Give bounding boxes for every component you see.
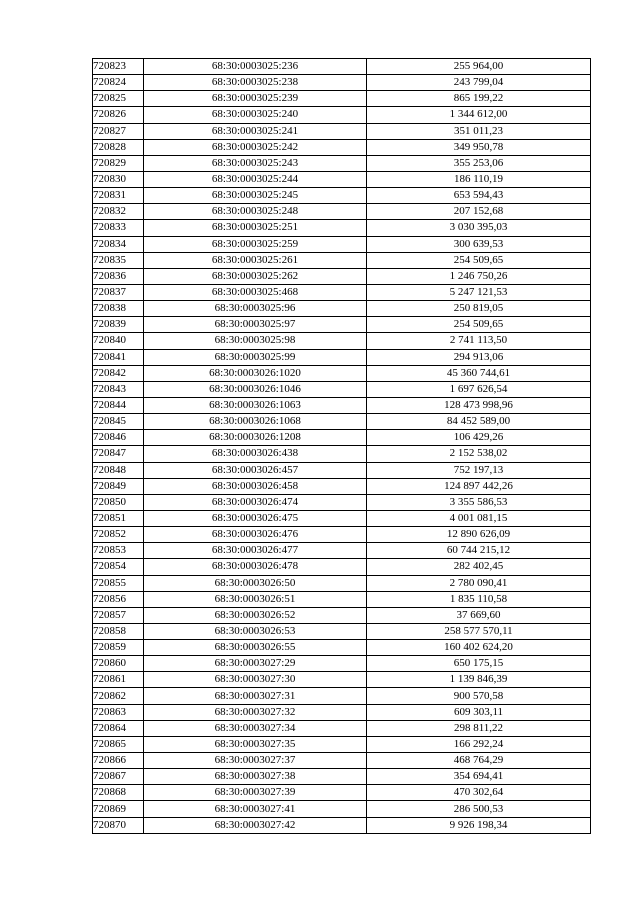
table-row <box>93 171 591 187</box>
cadastral-value-cell: 2 741 113,50 <box>367 333 591 349</box>
cadastral-number-cell: 68:30:0003026:53 <box>144 623 367 639</box>
cadastral-value-cell: 1 697 626,54 <box>367 381 591 397</box>
row-id-cell: 720853 <box>93 543 144 559</box>
cadastral-value-cell: 258 577 570,11 <box>367 623 591 639</box>
cadastral-value-cell: 124 897 442,26 <box>367 478 591 494</box>
cadastral-number-cell: 68:30:0003026:1020 <box>144 365 367 381</box>
cadastral-number-cell: 68:30:0003025:240 <box>144 107 367 123</box>
table-row <box>93 107 591 123</box>
cadastral-number-cell: 68:30:0003025:468 <box>144 284 367 300</box>
cadastral-value-cell: 1 139 846,39 <box>367 672 591 688</box>
row-id-cell: 720828 <box>93 139 144 155</box>
table-row <box>93 494 591 510</box>
cadastral-value-cell: 2 780 090,41 <box>367 575 591 591</box>
cadastral-value-cell: 286 500,53 <box>367 801 591 817</box>
row-id-cell: 720837 <box>93 284 144 300</box>
cadastral-value-cell: 250 819,05 <box>367 301 591 317</box>
row-id-cell: 720833 <box>93 220 144 236</box>
row-id-cell: 720834 <box>93 236 144 252</box>
row-id-cell: 720860 <box>93 656 144 672</box>
cadastral-number-cell: 68:30:0003026:1063 <box>144 397 367 413</box>
cadastral-number-cell: 68:30:0003025:96 <box>144 301 367 317</box>
row-id-cell: 720829 <box>93 155 144 171</box>
cadastral-number-cell: 68:30:0003026:458 <box>144 478 367 494</box>
table-row <box>93 204 591 220</box>
cadastral-value-table <box>92 58 591 834</box>
cadastral-number-cell: 68:30:0003026:478 <box>144 559 367 575</box>
table-row <box>93 333 591 349</box>
row-id-cell: 720863 <box>93 704 144 720</box>
cadastral-value-cell: 355 253,06 <box>367 155 591 171</box>
cadastral-number-cell: 68:30:0003027:32 <box>144 704 367 720</box>
row-id-cell: 720869 <box>93 801 144 817</box>
row-id-cell: 720861 <box>93 672 144 688</box>
row-id-cell: 720836 <box>93 268 144 284</box>
cadastral-value-cell: 166 292,24 <box>367 736 591 752</box>
row-id-cell: 720868 <box>93 785 144 801</box>
cadastral-value-cell: 128 473 998,96 <box>367 397 591 413</box>
table-row <box>93 785 591 801</box>
row-id-cell: 720858 <box>93 623 144 639</box>
table-row <box>93 220 591 236</box>
cadastral-number-cell: 68:30:0003025:248 <box>144 204 367 220</box>
table-row <box>93 365 591 381</box>
row-id-cell: 720842 <box>93 365 144 381</box>
cadastral-number-cell: 68:30:0003025:243 <box>144 155 367 171</box>
cadastral-number-cell: 68:30:0003026:50 <box>144 575 367 591</box>
row-id-cell: 720825 <box>93 91 144 107</box>
cadastral-value-cell: 650 175,15 <box>367 656 591 672</box>
cadastral-number-cell: 68:30:0003025:98 <box>144 333 367 349</box>
cadastral-number-cell: 68:30:0003025:97 <box>144 317 367 333</box>
table-row <box>93 769 591 785</box>
table-row <box>93 414 591 430</box>
cadastral-value-cell: 3 355 586,53 <box>367 494 591 510</box>
cadastral-number-cell: 68:30:0003026:476 <box>144 527 367 543</box>
row-id-cell: 720847 <box>93 446 144 462</box>
cadastral-number-cell: 68:30:0003025:251 <box>144 220 367 236</box>
cadastral-value-cell: 468 764,29 <box>367 753 591 769</box>
cadastral-value-cell: 298 811,22 <box>367 720 591 736</box>
cadastral-number-cell: 68:30:0003025:236 <box>144 59 367 75</box>
table-row <box>93 430 591 446</box>
table-row <box>93 397 591 413</box>
cadastral-value-cell: 3 030 395,03 <box>367 220 591 236</box>
cadastral-number-cell: 68:30:0003026:438 <box>144 446 367 462</box>
cadastral-number-cell: 68:30:0003025:241 <box>144 123 367 139</box>
cadastral-number-cell: 68:30:0003027:38 <box>144 769 367 785</box>
cadastral-number-cell: 68:30:0003025:238 <box>144 75 367 91</box>
table-row <box>93 640 591 656</box>
table-row <box>93 623 591 639</box>
table-row <box>93 188 591 204</box>
row-id-cell: 720848 <box>93 462 144 478</box>
row-id-cell: 720864 <box>93 720 144 736</box>
cadastral-value-cell: 609 303,11 <box>367 704 591 720</box>
cadastral-value-cell: 653 594,43 <box>367 188 591 204</box>
cadastral-value-cell: 1 246 750,26 <box>367 268 591 284</box>
table-row <box>93 510 591 526</box>
row-id-cell: 720827 <box>93 123 144 139</box>
row-id-cell: 720843 <box>93 381 144 397</box>
table-row <box>93 591 591 607</box>
cadastral-number-cell: 68:30:0003025:261 <box>144 252 367 268</box>
cadastral-number-cell: 68:30:0003026:52 <box>144 607 367 623</box>
row-id-cell: 720831 <box>93 188 144 204</box>
cadastral-number-cell: 68:30:0003027:30 <box>144 672 367 688</box>
table-row <box>93 575 591 591</box>
table-row <box>93 91 591 107</box>
cadastral-value-cell: 2 152 538,02 <box>367 446 591 462</box>
cadastral-value-cell: 84 452 589,00 <box>367 414 591 430</box>
row-id-cell: 720866 <box>93 753 144 769</box>
cadastral-number-cell: 68:30:0003026:1068 <box>144 414 367 430</box>
cadastral-number-cell: 68:30:0003027:34 <box>144 720 367 736</box>
cadastral-number-cell: 68:30:0003025:245 <box>144 188 367 204</box>
row-id-cell: 720855 <box>93 575 144 591</box>
cadastral-number-cell: 68:30:0003026:475 <box>144 510 367 526</box>
table-row <box>93 139 591 155</box>
table-row <box>93 753 591 769</box>
table-row <box>93 381 591 397</box>
table-row <box>93 349 591 365</box>
table-row <box>93 155 591 171</box>
row-id-cell: 720870 <box>93 817 144 833</box>
cadastral-number-cell: 68:30:0003025:239 <box>144 91 367 107</box>
cadastral-number-cell: 68:30:0003025:242 <box>144 139 367 155</box>
table-row <box>93 59 591 75</box>
cadastral-number-cell: 68:30:0003025:259 <box>144 236 367 252</box>
cadastral-value-cell: 160 402 624,20 <box>367 640 591 656</box>
cadastral-number-cell: 68:30:0003027:31 <box>144 688 367 704</box>
row-id-cell: 720832 <box>93 204 144 220</box>
row-id-cell: 720850 <box>93 494 144 510</box>
table-row <box>93 559 591 575</box>
cadastral-value-cell: 255 964,00 <box>367 59 591 75</box>
table-row <box>93 672 591 688</box>
table-row <box>93 736 591 752</box>
table-row <box>93 236 591 252</box>
cadastral-value-cell: 37 669,60 <box>367 607 591 623</box>
table-row <box>93 284 591 300</box>
row-id-cell: 720830 <box>93 171 144 187</box>
table-row <box>93 446 591 462</box>
row-id-cell: 720835 <box>93 252 144 268</box>
row-id-cell: 720849 <box>93 478 144 494</box>
cadastral-number-cell: 68:30:0003026:51 <box>144 591 367 607</box>
cadastral-value-cell: 254 509,65 <box>367 317 591 333</box>
table-row <box>93 268 591 284</box>
table-row <box>93 656 591 672</box>
cadastral-value-cell: 351 011,23 <box>367 123 591 139</box>
table-row <box>93 478 591 494</box>
table-row <box>93 301 591 317</box>
row-id-cell: 720857 <box>93 607 144 623</box>
cadastral-value-cell: 9 926 198,34 <box>367 817 591 833</box>
row-id-cell: 720840 <box>93 333 144 349</box>
cadastral-number-cell: 68:30:0003027:35 <box>144 736 367 752</box>
row-id-cell: 720844 <box>93 397 144 413</box>
cadastral-value-cell: 186 110,19 <box>367 171 591 187</box>
table-row <box>93 123 591 139</box>
table-row <box>93 317 591 333</box>
row-id-cell: 720841 <box>93 349 144 365</box>
cadastral-value-cell: 354 694,41 <box>367 769 591 785</box>
cadastral-value-cell: 5 247 121,53 <box>367 284 591 300</box>
cadastral-value-cell: 752 197,13 <box>367 462 591 478</box>
cadastral-value-cell: 1 835 110,58 <box>367 591 591 607</box>
cadastral-value-cell: 282 402,45 <box>367 559 591 575</box>
table-body <box>93 59 591 834</box>
row-id-cell: 720862 <box>93 688 144 704</box>
row-id-cell: 720838 <box>93 301 144 317</box>
table-row <box>93 607 591 623</box>
row-id-cell: 720846 <box>93 430 144 446</box>
row-id-cell: 720845 <box>93 414 144 430</box>
cadastral-number-cell: 68:30:0003026:55 <box>144 640 367 656</box>
table-row <box>93 801 591 817</box>
cadastral-number-cell: 68:30:0003026:1208 <box>144 430 367 446</box>
table-row <box>93 543 591 559</box>
row-id-cell: 720859 <box>93 640 144 656</box>
cadastral-value-cell: 207 152,68 <box>367 204 591 220</box>
table-row <box>93 720 591 736</box>
cadastral-value-cell: 900 570,58 <box>367 688 591 704</box>
row-id-cell: 720826 <box>93 107 144 123</box>
cadastral-number-cell: 68:30:0003027:39 <box>144 785 367 801</box>
row-id-cell: 720867 <box>93 769 144 785</box>
cadastral-value-cell: 243 799,04 <box>367 75 591 91</box>
cadastral-number-cell: 68:30:0003025:244 <box>144 171 367 187</box>
table-row <box>93 527 591 543</box>
cadastral-number-cell: 68:30:0003027:41 <box>144 801 367 817</box>
table-row <box>93 688 591 704</box>
cadastral-number-cell: 68:30:0003025:99 <box>144 349 367 365</box>
cadastral-number-cell: 68:30:0003026:477 <box>144 543 367 559</box>
row-id-cell: 720851 <box>93 510 144 526</box>
row-id-cell: 720823 <box>93 59 144 75</box>
cadastral-number-cell: 68:30:0003027:37 <box>144 753 367 769</box>
cadastral-number-cell: 68:30:0003025:262 <box>144 268 367 284</box>
table-row <box>93 817 591 833</box>
cadastral-number-cell: 68:30:0003027:42 <box>144 817 367 833</box>
table-row <box>93 75 591 91</box>
cadastral-value-cell: 4 001 081,15 <box>367 510 591 526</box>
row-id-cell: 720852 <box>93 527 144 543</box>
cadastral-value-cell: 294 913,06 <box>367 349 591 365</box>
row-id-cell: 720865 <box>93 736 144 752</box>
cadastral-value-cell: 349 950,78 <box>367 139 591 155</box>
cadastral-value-cell: 254 509,65 <box>367 252 591 268</box>
cadastral-number-cell: 68:30:0003026:457 <box>144 462 367 478</box>
cadastral-value-cell: 470 302,64 <box>367 785 591 801</box>
row-id-cell: 720824 <box>93 75 144 91</box>
cadastral-value-cell: 300 639,53 <box>367 236 591 252</box>
cadastral-value-cell: 12 890 626,09 <box>367 527 591 543</box>
cadastral-number-cell: 68:30:0003026:474 <box>144 494 367 510</box>
cadastral-value-cell: 106 429,26 <box>367 430 591 446</box>
cadastral-value-cell: 1 344 612,00 <box>367 107 591 123</box>
table-row <box>93 704 591 720</box>
cadastral-number-cell: 68:30:0003026:1046 <box>144 381 367 397</box>
cadastral-value-cell: 865 199,22 <box>367 91 591 107</box>
table-row <box>93 462 591 478</box>
row-id-cell: 720856 <box>93 591 144 607</box>
cadastral-number-cell: 68:30:0003027:29 <box>144 656 367 672</box>
cadastral-value-cell: 60 744 215,12 <box>367 543 591 559</box>
cadastral-value-cell: 45 360 744,61 <box>367 365 591 381</box>
row-id-cell: 720839 <box>93 317 144 333</box>
row-id-cell: 720854 <box>93 559 144 575</box>
table-row <box>93 252 591 268</box>
